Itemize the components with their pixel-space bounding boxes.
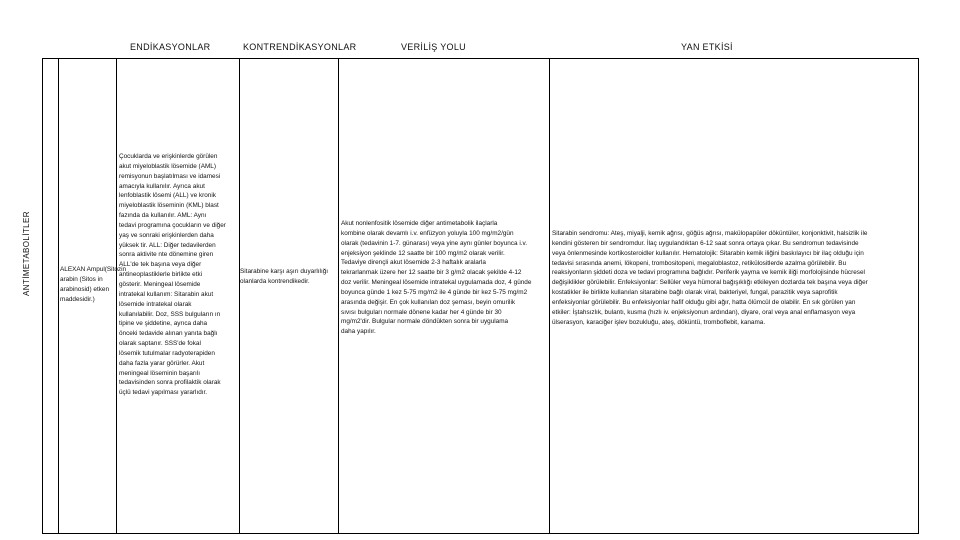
- text-line: boyunca günde 1 kez 5-75 mg/m2 ile 4 günde bir kez 5-75 mg/m2: [341, 288, 528, 296]
- column-header-verilis-yolu: VERİLİŞ YOLU: [401, 42, 466, 52]
- text-line: tedavisi sırasında anemi, lökopeni, trombositopeni, megaloblastoz, retikülositlerde azalma görülebilir. Bu: [552, 259, 847, 267]
- text-line: tedavisinden sonra profilaktik olarak: [119, 379, 221, 387]
- text-line: ALL'de tek başına veya diğer: [119, 261, 202, 269]
- text-line: kombine olarak devamlı i.v. enfüzyon yoluyla 100 mg/m2/gün: [341, 229, 514, 237]
- text-line: veya önlenmesinde kortikosteroidler kullanılır. Hematolojik: Sitarabin kemik iliğini baskılayıcı bir ilaç olduğu için: [552, 249, 864, 257]
- text-line: olanlarda kontrendikedir.: [240, 277, 310, 285]
- text-line: ALEXAN Ampul(Sitozin: [60, 266, 127, 273]
- text-line: intratekal kullanım: Sitarabin akut: [119, 290, 214, 298]
- text-line: önceki tedavide alınan yanıta bağlı: [119, 330, 218, 338]
- text-line: Akut nonlenfositik lösemide diğer antimetabolik ilaçlarla: [341, 220, 498, 227]
- text-line: Çocuklarda ve erişkinlerde görülen: [119, 153, 218, 160]
- text-line: enjeksiyon şeklinde 12 saatte bir 100 mg/m2 olarak verilir.: [341, 249, 505, 257]
- text-line: lösemide intratekal olarak: [119, 300, 192, 308]
- text-line: kendini gösteren bir sendromdur. İlaç uygulandıktan 6-12 saat sonra ortaya çıkar. Bu sendromun tedavisinde: [552, 239, 859, 247]
- column-header-yan-etkisi: YAN ETKİSİ: [681, 42, 733, 52]
- text-line: remisyonun başlatılması ve idamesi: [119, 172, 221, 180]
- column-header-kontrendikasyonlar: KONTRENDİKASYONLAR: [243, 42, 357, 52]
- text-line: değişiklikler görülebilir. Enfeksiyonlar: Sellüler veya hümoral bağışıklığı etkileyen dozlarda tek başına veya diğer: [552, 279, 868, 287]
- text-line: Sitarabine karşı aşırı duyarlılığı: [240, 268, 329, 275]
- text-line: kostatikler ile birlikte kullanılan sitarabine bağlı olarak viral, bakteriyel, fungal, parazitik veya saprofitik: [552, 289, 838, 297]
- text-line: yüksek tir. ALL: Diğer tedavilerden: [119, 241, 216, 249]
- kontrendikasyonlar-cell: [240, 267, 328, 287]
- text-line: reaksiyonların şiddeti doza ve tedavi programına bağlıdır. Periferik yayma ve kemik iliği morfolojisinde hücresel: [552, 269, 865, 277]
- text-line: mg/m2'dir. Bulgular normale döndükten sonra bir uygulama: [341, 318, 509, 326]
- column-divider: [549, 58, 550, 533]
- text-line: tipine ve şiddetine, ayrıca daha: [119, 320, 208, 328]
- endikasyonlar-cell: [119, 152, 226, 398]
- text-line: enfeksiyonlar görülebilir. Bu enfeksiyonlar hafif olduğu gibi ağır, hatta ölümcül de olabilir. En sık görülen yan: [552, 298, 856, 306]
- text-line: Tedaviye dirençli akut lösemide 2-3 haftalık aralarla: [341, 259, 486, 267]
- column-header-endikasyonlar: ENDİKASYONLAR: [130, 42, 211, 52]
- text-line: akut miyeloblastik lösemide (AML): [119, 162, 216, 170]
- text-line: maddesidir.): [60, 295, 95, 303]
- column-divider: [338, 58, 339, 533]
- text-line: daha yapılır.: [341, 328, 376, 336]
- text-line: antineoplastiklerle birlikte etki: [119, 271, 203, 279]
- text-line: daha fazla yarar görürler. Akut: [119, 359, 205, 367]
- text-line: amacıyla kullanılır. Ayrıca akut: [119, 182, 205, 190]
- column-divider: [918, 58, 919, 533]
- text-line: üçlü tedavi yapılması yararlıdır.: [119, 389, 208, 397]
- text-line: miyeloblastik löseminin (KML) blast: [119, 202, 219, 210]
- text-line: lenfoblastik lösemi (ALL) ve kronik: [119, 192, 216, 200]
- table-bottom-border: [42, 533, 919, 534]
- text-line: yaş ve sonraki erişkinlerden daha: [119, 231, 214, 239]
- text-line: tekrarlanmak üzere her 12 saatte bir 3 g/m2 olacak şekilde 4-12: [341, 269, 522, 277]
- text-line: gösterir. Meningeal lösemide: [119, 280, 201, 288]
- table-top-border: [42, 58, 919, 59]
- row-group-label: ANTİMETABOLİTLER: [22, 211, 31, 296]
- text-line: olarak (tedavinin 1-7. günarası) veya yine aynı günler boyunca i.v.: [341, 239, 528, 247]
- column-divider: [58, 58, 59, 533]
- text-line: kullanılabilir. Doz, SSS bulguların ın: [119, 310, 221, 318]
- column-divider: [239, 58, 240, 533]
- text-line: Sitarabin sendromu: Ateş, miyalji, kemik ağrısı, göğüs ağrısı, makülopapüler döküntüler, konjonktivit, halsizlik ile: [552, 230, 868, 237]
- column-divider: [42, 58, 43, 533]
- text-line: arabinosid) etken: [60, 285, 110, 293]
- text-line: arasında değişir. En çok kullanılan doz şeması, beyin omurilik: [341, 298, 516, 306]
- text-line: fazında da kullanılır. AML: Aynı: [119, 212, 207, 220]
- text-line: etkiler: İştahsızlık, bulantı, kusma (hızlı iv. enjeksiyonun ardından), diyare, oral veya anal enflamasyon veya: [552, 308, 856, 316]
- text-line: tedavi programına çocukların ve diğer: [119, 221, 226, 229]
- yan-etkisi-cell: [552, 229, 868, 327]
- text-line: meningeal löseminin başarılı: [119, 369, 200, 377]
- text-line: ülserasyon, karaciğer işlev bozukluğu, ateş, döküntü, tromboflebit, kanama.: [552, 318, 766, 326]
- text-line: sıvısı bulguları normale dönene kadar her 4 günde bir 30: [341, 308, 502, 316]
- verilis-yolu-cell: [341, 219, 531, 337]
- drug-cell: [60, 265, 126, 304]
- text-line: sonra aktivite nte dönemine giren: [119, 251, 214, 259]
- text-line: lösemik tutulmalar radyoterapiden: [119, 349, 215, 357]
- text-line: arabin (Sitos in: [60, 275, 103, 283]
- text-line: doz verilir. Meningeal lösemide intratekal uygulamada doz, 4 günde: [341, 279, 532, 287]
- text-line: olarak saptanır. SSS'de fokal: [119, 340, 201, 348]
